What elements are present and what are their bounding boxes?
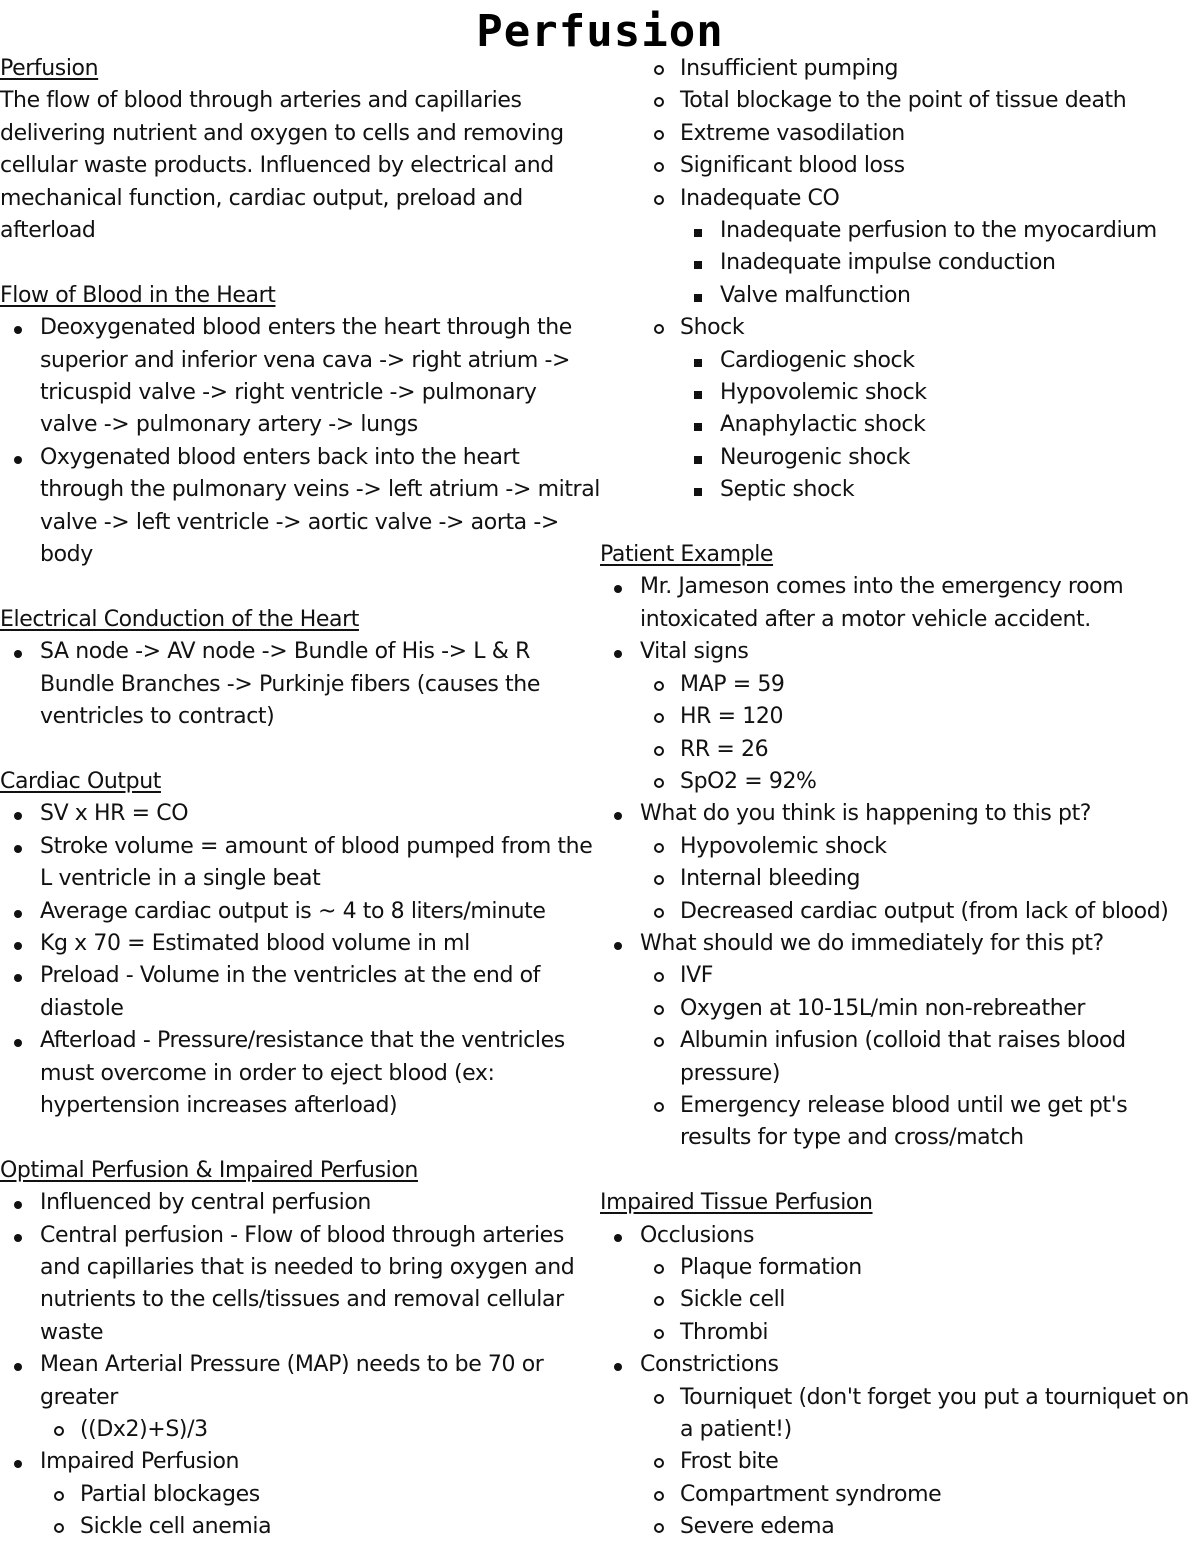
bullet-icon [654, 701, 664, 733]
bullet-icon [14, 831, 22, 863]
bullet-icon [654, 118, 664, 150]
bullet-icon [614, 571, 622, 603]
list-item: Mean Arterial Pressure (MAP) needs to be 70 or greater [0, 1349, 600, 1414]
bullet-icon [14, 1349, 22, 1381]
bullet-icon [14, 798, 22, 830]
list-item: Severe edema [600, 1511, 1200, 1543]
list-item: Extreme vasodilation [600, 118, 1200, 150]
list-item: SV x HR = CO [0, 798, 600, 830]
right-column [600, 53, 1200, 1544]
list-item: Mr. Jameson comes into the emergency room intoxicated after a motor vehicle accident. [600, 571, 1200, 636]
bullet-icon [654, 312, 664, 344]
bullet-icon [654, 766, 664, 798]
list-item: Inadequate impulse conduction [600, 247, 1200, 279]
section-heading: Impaired Tissue Perfusion [600, 1190, 873, 1216]
bullet-icon [14, 896, 22, 928]
bullet-icon [14, 1446, 22, 1478]
list-item: Average cardiac output is ~ 4 to 8 liters/minute [0, 896, 600, 928]
section-heading: Flow of Blood in the Heart [0, 282, 276, 308]
bullet-icon [14, 960, 22, 992]
list-item: Partial blockages [0, 1479, 600, 1511]
list-item: Central perfusion - Flow of blood through arteries and capillaries that is needed to bring oxygen and nutrients to the cells/tissues and removal cellular waste [0, 1220, 600, 1350]
bullet-icon [654, 993, 664, 1025]
bullet-icon [14, 1025, 22, 1057]
list-item: Oxygen at 10-15L/min non-rebreather [600, 993, 1200, 1025]
list-item: Albumin infusion (colloid that raises blood pressure) [600, 1025, 1200, 1090]
list-item: Decreased cardiac output (from lack of blood) [600, 896, 1200, 928]
list-item: Significant blood loss [600, 150, 1200, 182]
impaired-perfusion-continued [600, 53, 1200, 507]
bullet-icon [694, 409, 702, 441]
bullet-icon [54, 1414, 64, 1446]
list-item: SpO2 = 92% [600, 766, 1200, 798]
bullet-icon [54, 1479, 64, 1511]
list-item: Sickle cell anemia [0, 1511, 600, 1543]
list-item: Oxygenated blood enters back into the heart through the pulmonary veins -> left atrium -> mitral valve -> left ventricle -> aortic valve -> aorta -> body [0, 442, 600, 572]
bullet-icon [14, 636, 22, 668]
bullet-icon [654, 1382, 664, 1414]
list-item: Septic shock [600, 474, 1200, 506]
bullet-icon [694, 215, 702, 247]
section-heading: Patient Example [600, 542, 774, 568]
list-item: RR = 26 [600, 734, 1200, 766]
list-item: Thrombi [600, 1317, 1200, 1349]
bullet-icon [694, 345, 702, 377]
list-item: Hypovolemic shock [600, 831, 1200, 863]
bullet-icon [654, 183, 664, 215]
bullet-icon [694, 474, 702, 506]
list-item: ((Dx2)+S)/3 [0, 1414, 600, 1446]
section-optimal-perfusion [0, 1155, 600, 1544]
bullet-icon [14, 312, 22, 344]
section-heading: Perfusion [0, 56, 99, 81]
list-item: Frost bite [600, 1446, 1200, 1478]
bullet-icon [654, 150, 664, 182]
list-item: Shock [600, 312, 1200, 344]
bullet-icon [654, 831, 664, 863]
list-item: Stroke volume = amount of blood pumped from the L ventricle in a single beat [0, 831, 600, 896]
bullet-icon [614, 1220, 622, 1252]
bullet-icon [654, 53, 664, 85]
bullet-icon [654, 1446, 664, 1478]
list-item: Preload - Volume in the ventricles at the end of diastole [0, 960, 600, 1025]
list-item: What should we do immediately for this pt? [600, 928, 1200, 960]
bullet-icon [54, 1511, 64, 1543]
bullet-icon [654, 1479, 664, 1511]
bullet-icon [14, 1220, 22, 1252]
list-item: Total blockage to the point of tissue death [600, 85, 1200, 117]
bullet-icon [694, 377, 702, 409]
bullet-icon [14, 928, 22, 960]
list-item: Vital signs [600, 636, 1200, 668]
list-item: Impaired Perfusion [0, 1446, 600, 1478]
list-item: Sickle cell [600, 1284, 1200, 1316]
bullet-icon [654, 85, 664, 117]
list-item: Kg x 70 = Estimated blood volume in ml [0, 928, 600, 960]
bullet-icon [654, 1317, 664, 1349]
list-item: Deoxygenated blood enters the heart through the superior and inferior vena cava -> right atrium -> tricuspid valve -> right ventricle -> pulmonary valve -> pulmonary artery -> lungs [0, 312, 600, 442]
bullet-icon [654, 1025, 664, 1057]
list-item: Insufficient pumping [600, 53, 1200, 85]
section-flow-of-blood [0, 280, 600, 572]
section-heading: Electrical Conduction of the Heart [0, 606, 359, 632]
list-item: Afterload - Pressure/resistance that the ventricles must overcome in order to eject blood (ex: hypertension increases afterload) [0, 1025, 600, 1122]
list-item: What do you think is happening to this pt? [600, 798, 1200, 830]
bullet-icon [654, 1252, 664, 1284]
bullet-icon [694, 247, 702, 279]
list-item: Cardiogenic shock [600, 345, 1200, 377]
list-item: HR = 120 [600, 701, 1200, 733]
list-item: Emergency release blood until we get pt's results for type and cross/match [600, 1090, 1200, 1155]
perfusion-definition: The flow of blood through arteries and capillaries delivering nutrient and oxygen to cells and removing cellular waste products. Influenced by electrical and mechanical function, cardiac output, preload and afterload [0, 88, 564, 244]
bullet-icon [654, 1511, 664, 1543]
section-cardiac-output [0, 766, 600, 1122]
list-item: Inadequate perfusion to the myocardium [600, 215, 1200, 247]
section-heading: Optimal Perfusion & Impaired Perfusion [0, 1157, 418, 1183]
list-item: Influenced by central perfusion [0, 1187, 600, 1219]
section-heading: Cardiac Output [0, 768, 161, 794]
list-item: Occlusions [600, 1220, 1200, 1252]
left-column [0, 53, 600, 1544]
section-impaired-tissue-perfusion [600, 1187, 1200, 1543]
bullet-icon [654, 1090, 664, 1122]
section-perfusion [0, 53, 600, 247]
list-item: Internal bleeding [600, 863, 1200, 895]
bullet-icon [694, 280, 702, 312]
list-item: IVF [600, 960, 1200, 992]
list-item: Hypovolemic shock [600, 377, 1200, 409]
page-title: Perfusion [476, 6, 724, 57]
list-item: Inadequate CO [600, 183, 1200, 215]
bullet-icon [654, 960, 664, 992]
bullet-icon [614, 798, 622, 830]
bullet-icon [654, 734, 664, 766]
list-item: Tourniquet (don't forget you put a tourniquet on a patient!) [600, 1382, 1200, 1447]
bullet-icon [654, 863, 664, 895]
section-electrical-conduction [0, 604, 600, 734]
list-item: Plaque formation [600, 1252, 1200, 1284]
bullet-icon [614, 928, 622, 960]
bullet-icon [614, 1349, 622, 1381]
bullet-icon [614, 636, 622, 668]
bullet-icon [14, 1187, 22, 1219]
bullet-icon [654, 1284, 664, 1316]
list-item: MAP = 59 [600, 669, 1200, 701]
list-item: Compartment syndrome [600, 1479, 1200, 1511]
bullet-icon [654, 669, 664, 701]
list-item: Anaphylactic shock [600, 409, 1200, 441]
section-patient-example [600, 539, 1200, 1155]
list-item: Constrictions [600, 1349, 1200, 1381]
list-item: Neurogenic shock [600, 442, 1200, 474]
bullet-icon [694, 442, 702, 474]
bullet-icon [654, 896, 664, 928]
list-item: SA node -> AV node -> Bundle of His -> L & R Bundle Branches -> Purkinje fibers (causes the ventricles to contract) [0, 636, 600, 733]
bullet-icon [14, 442, 22, 474]
list-item: Valve malfunction [600, 280, 1200, 312]
